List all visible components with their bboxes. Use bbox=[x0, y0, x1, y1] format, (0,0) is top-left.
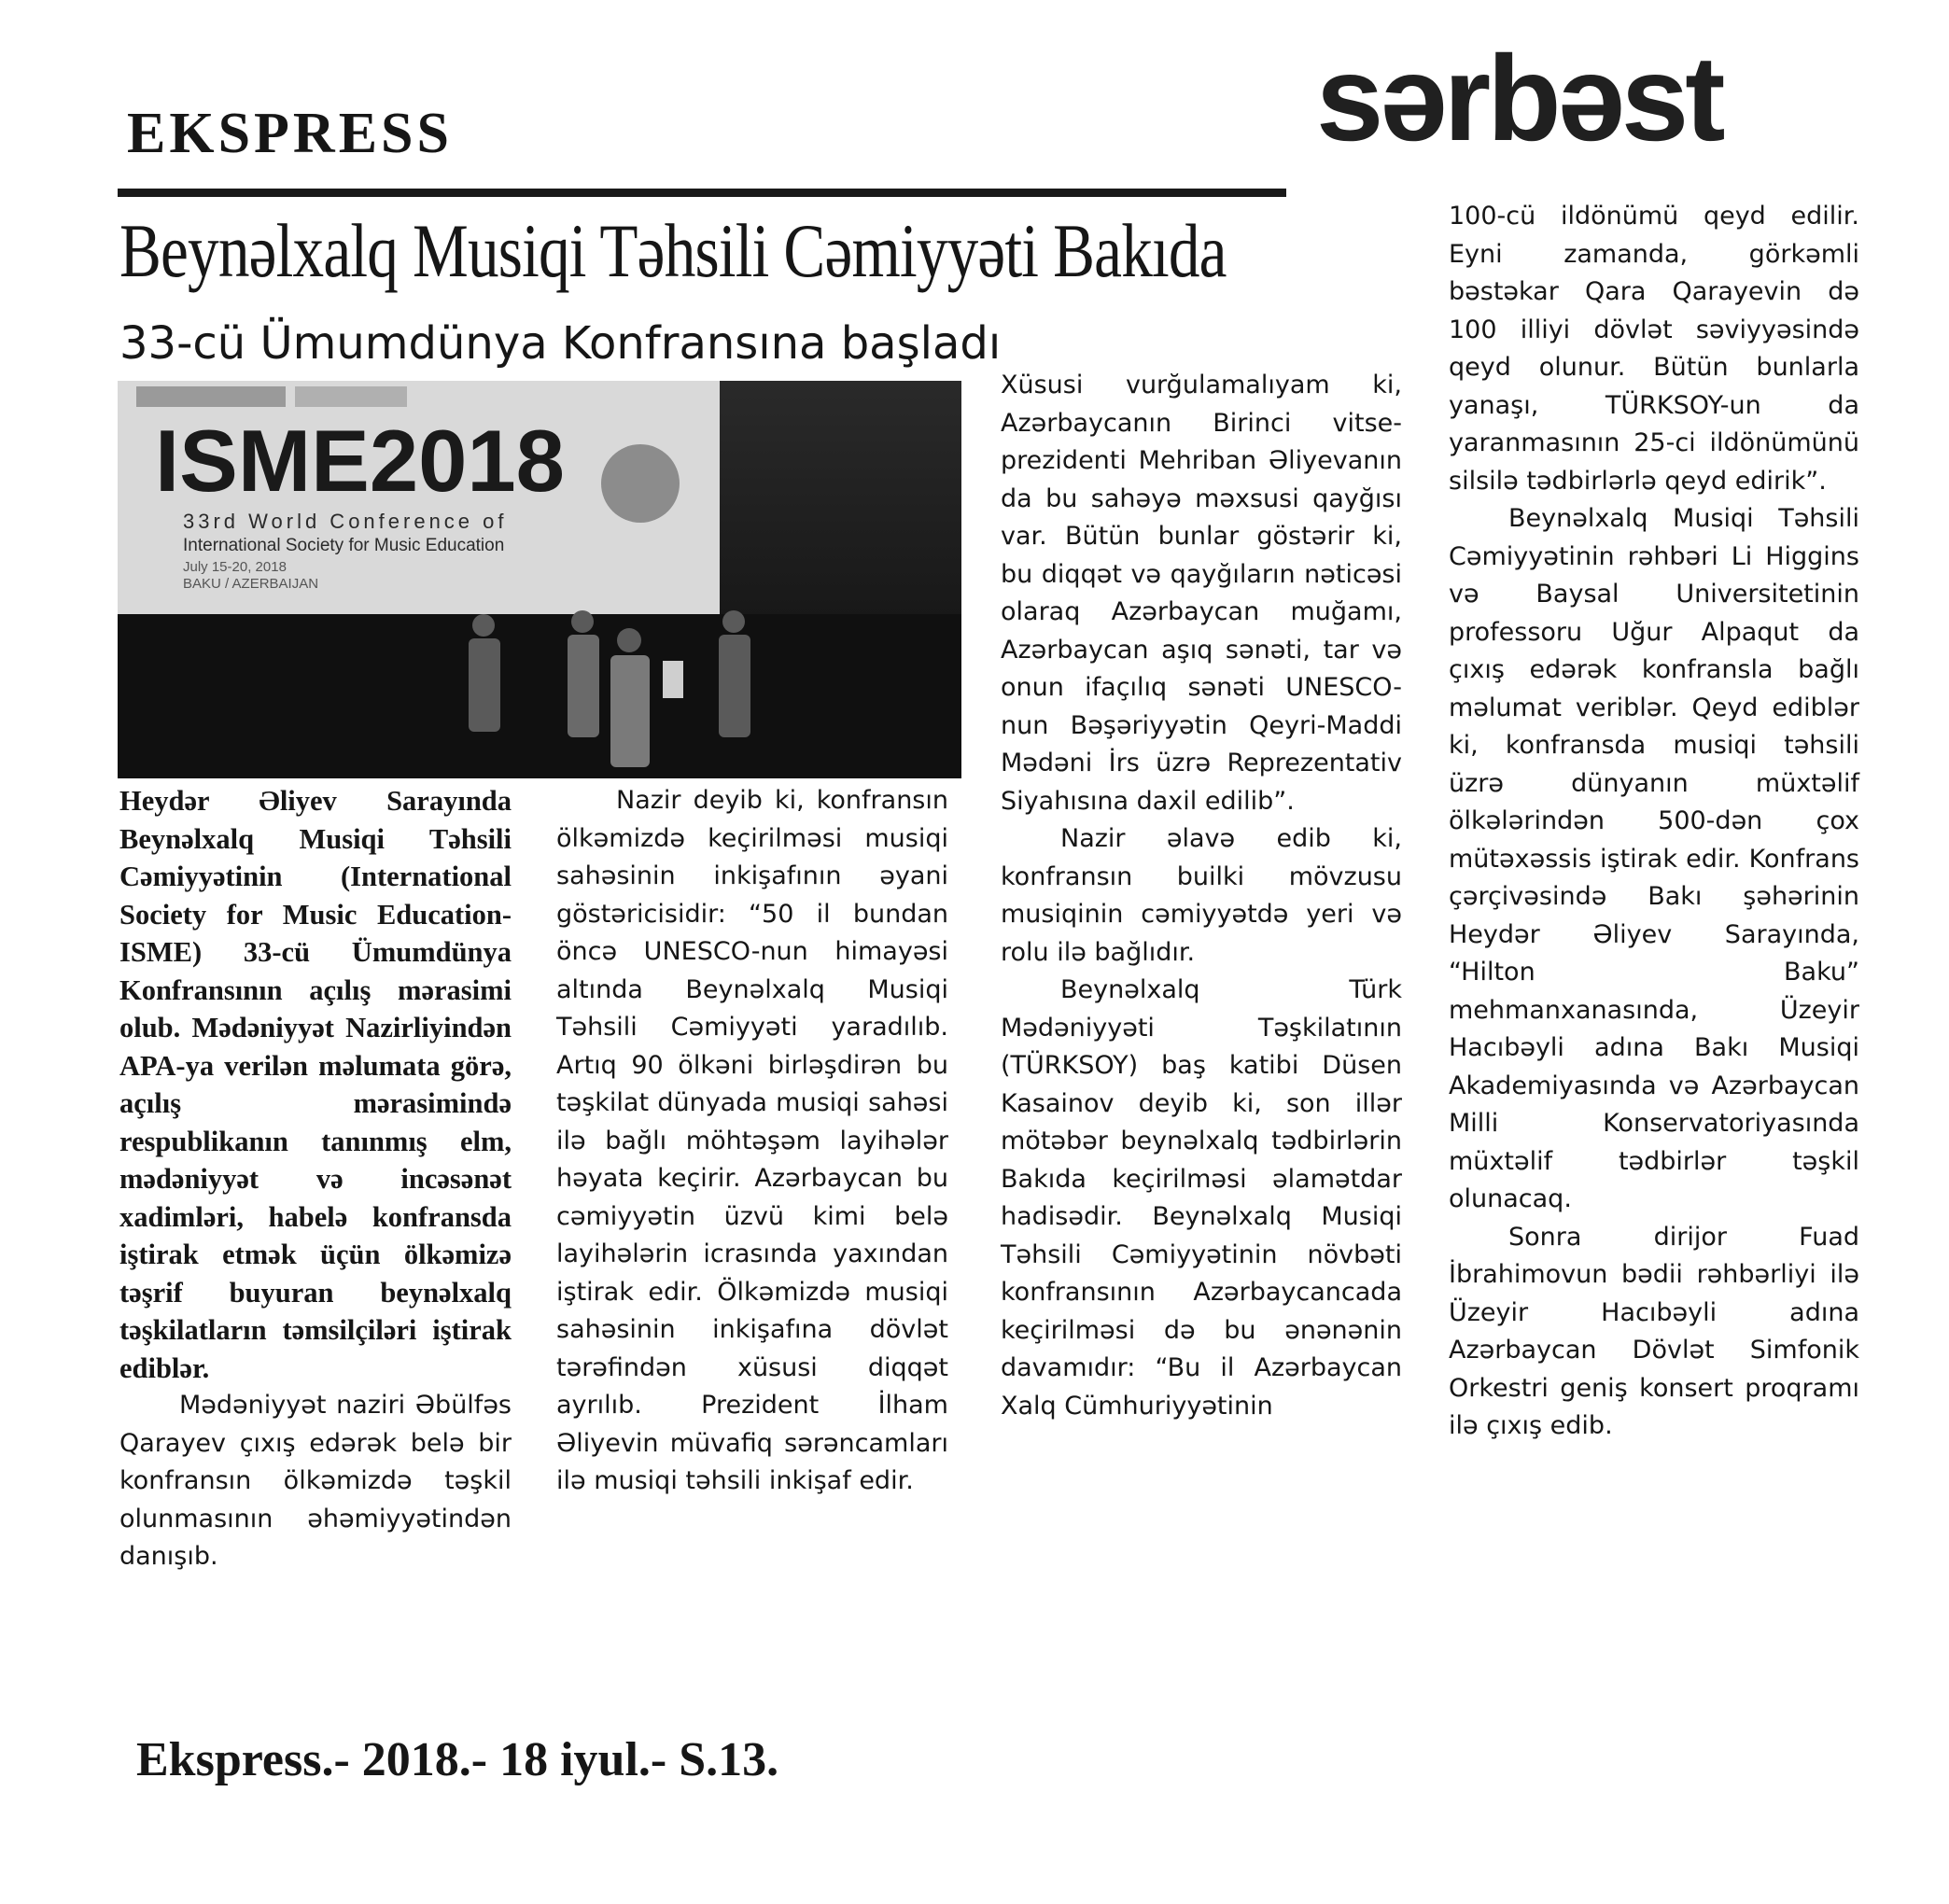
banner-line2: International Society for Music Education bbox=[183, 536, 505, 555]
banner-title: ISME2018 bbox=[155, 412, 565, 510]
article-column-2 bbox=[556, 782, 948, 1501]
banner-line4: BAKU / AZERBAIJAN bbox=[183, 576, 319, 592]
banner-line3: July 15-20, 2018 bbox=[183, 559, 287, 575]
paragraph: Beynəlxalq Musiqi Təhsili Cəmiyyətinin rəhbəri Li Higgins və Baysal Universitetinin professoru Uğur Alpaqut da çıxış edərək konfransla bağlı məlumat veriblər. Qeyd ediblər ki, konfransda musiqi təhsili üzrə dünyanın müxtəlif ölkələrindən 500-dən çox mütəxəssis iştirak edir. Konfrans çərçivəsində Bakı şəhərinin Heydər Əliyev Sarayında, “Hilton Baku” mehmanxanasında, Üzeyir Hacıbəyli adına Bakı Musiqi Akademiyasında və Azərbaycan Milli Konservatoriyasında müxtəlif tədbirlər təşkil olunacaq. bbox=[1449, 504, 1859, 1213]
paragraph: Beynəlxalq Türk Mədəniyyəti Təşkilatının (TÜRKSOY) baş katibi Düsen Kasainov deyib ki, son illər mötəbər beynəlxalq tədbirlərin Bakıda keçirilməsi əlamətdar hadisədir. Beynəlxalq Musiqi Təhsili Cəmiyyətinin növbəti konfransının Azərbaycancada keçirilməsi də bu ənənənin davamıdır: “Bu il Azərbaycan Xalq Cümhuriyyətinin bbox=[1001, 975, 1402, 1421]
paragraph: Nazir deyib ki, konfransın ölkəmizdə keçirilməsi musiqi sahəsinin inkişafının əyani göstəricisidir: “50 il bundan öncə UNESCO-nun himayəsi altında Beynəlxalq Musiqi Təhsili Cəmiyyəti yaradılıb. Artıq 90 ölkəni birləşdirən bu təşkilat dünyada musiqi sahəsi ilə bağlı möhtəşəm layihələr həyata keçirir. Azərbaycan bu cəmiyyətin üzvü kimi belə layihələrin icrasında yaxından iştirak edir. Ölkəmizdə musiqi sahəsinin inkişafına dövlət tərəfindən xüsusi diqqət ayrılıb. Prezident İlham Əliyevin müvafiq sərəncamları ilə musiqi təhsili inkişaf edir. bbox=[556, 786, 948, 1495]
article-column-3 bbox=[1001, 367, 1402, 1425]
header-rule bbox=[118, 189, 1286, 197]
subheadline: 33-cü Ümumdünya Konfransına başladı bbox=[119, 317, 1002, 370]
source-citation: Ekspress.- 2018.- 18 iyul.- S.13. bbox=[136, 1733, 779, 1786]
section-logo: sərbəst bbox=[1316, 30, 1722, 166]
banner-line1: 33rd World Conference of bbox=[183, 510, 508, 533]
paragraph: Heydər Əliyev Sarayında Beynəlxalq Musiqi Təhsili Cəmiyyətinin (International Society for Music Education- ISME) 33-cü Ümumdünya Konfransının açılış mərasimi olub. Mədəniyyət Nazirliyindən APA-ya verilən məlumata görə, açılış mərasimində respublikanın tanınmış elm, mədəniyyət və incəsənət xadimləri, habelə konfransda iştirak etmək üçün ölkəmizə təşrif buyuran beynəlxalq təşkilatların təmsilçiləri iştirak ediblər. bbox=[119, 785, 512, 1384]
article-column-1 bbox=[119, 782, 512, 1576]
article-column-4 bbox=[1449, 198, 1859, 1446]
paragraph: Mədəniyyət naziri Əbülfəs Qarayev çıxış edərək belə bir konfransın ölkəmizdə təşkil olunmasının əhəmiyyətindən danışıb. bbox=[119, 1391, 512, 1571]
paragraph: Sonra dirijor Fuad İbrahimovun bədii rəhbərliyi ilə Üzeyir Hacıbəyli adına Azərbaycan Dövlət Simfonik Orkestri geniş konsert proqramı ilə çıxış edib. bbox=[1449, 1222, 1859, 1440]
paragraph: 100-cü ildönümü qeyd edilir. Eyni zamanda, görkəmli bəstəkar Qara Qarayevin də 100 illiyi dövlət səviyyəsində qeyd olunur. Bütün bunlarla yanaşı, TÜRKSOY-un da yaranmasının 25-ci ildönümünü silsilə tədbirlərlə qeyd edirik”. bbox=[1449, 202, 1859, 496]
masthead: EKSPRESS bbox=[127, 102, 454, 165]
photo-illustration bbox=[118, 381, 961, 778]
headline: Beynəlxalq Musiqi Təhsili Cəmiyyəti Bakıda bbox=[119, 208, 1227, 293]
news-photo bbox=[118, 381, 961, 778]
paragraph: Xüsusi vurğulamalıyam ki, Azərbaycanın Birinci vitse-prezidenti Mehriban Əliyevanın da bu sahəyə məxsusi qayğısı var. Bütün bunlar göstərir ki, bu diqqət və qayğıların nəticəsi olaraq Azərbaycan muğamı, Azərbaycan aşıq sənəti, tar və onun ifaçılıq sənəti UNESCO-nun Bəşəriyyətin Qeyri-Maddi Mədəni İrs üzrə Reprezentativ Siyahısına daxil edilib”. bbox=[1001, 371, 1402, 816]
paragraph: Nazir əlavə edib ki, konfransın builki mövzusu musiqinin cəmiyyətdə yeri və rolu ilə bağlıdır. bbox=[1001, 824, 1402, 967]
